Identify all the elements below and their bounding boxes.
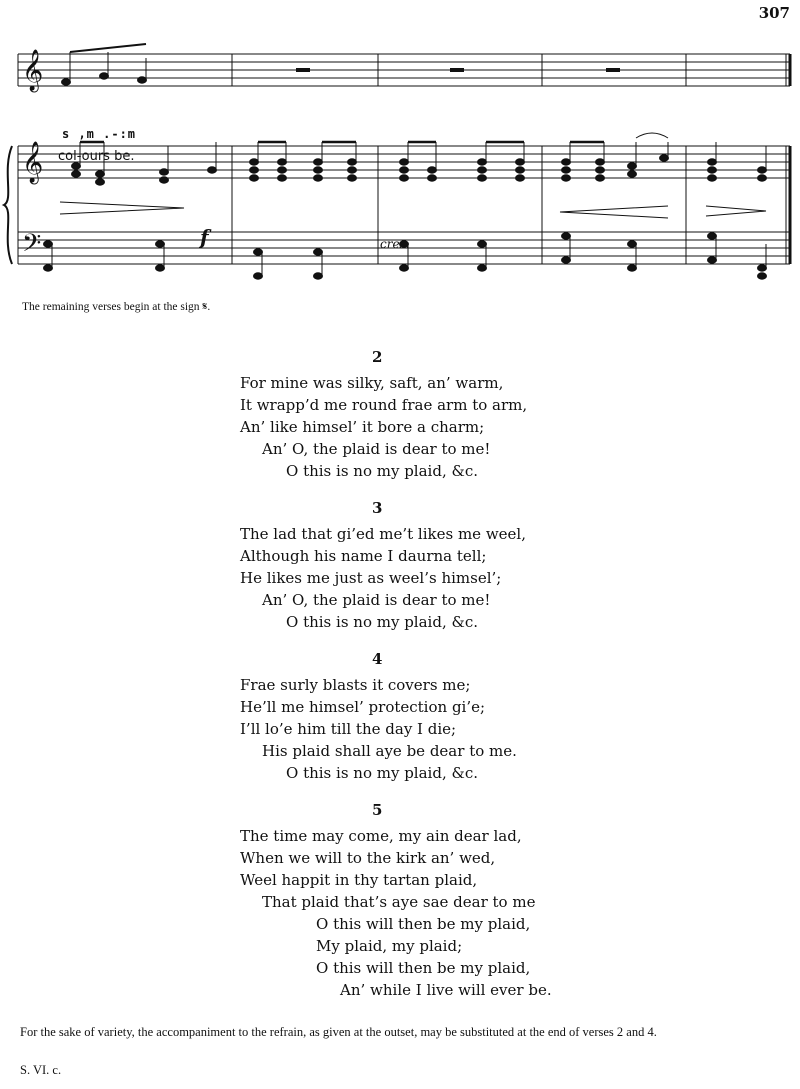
remaining-verses-note: The remaining verses begin at the sign 𝄋. bbox=[22, 301, 211, 313]
verse-number: 4 bbox=[372, 650, 383, 668]
verse-line: Although his name I daurna tell; bbox=[240, 547, 487, 565]
voice-staff bbox=[18, 54, 790, 86]
page-number: 307 bbox=[758, 4, 790, 22]
verse-line: He’ll me himsel’ protection gi’e; bbox=[240, 698, 486, 716]
verse-line: He likes me just as weel’s himsel’; bbox=[240, 569, 502, 587]
dynamic-crescendo: cres. bbox=[380, 237, 410, 251]
verse-2 bbox=[240, 346, 527, 482]
verse-4 bbox=[240, 648, 517, 784]
verse-number: 2 bbox=[372, 348, 383, 366]
verse-line: The time may come, my ain dear lad, bbox=[240, 827, 522, 845]
verse-line: When we will to the kirk an’ wed, bbox=[240, 849, 496, 867]
verse-line: O this is no my plaid, &c. bbox=[286, 462, 479, 480]
treble-clef-icon: 𝄞 bbox=[22, 142, 44, 183]
treble-chords bbox=[72, 133, 767, 185]
sol-fa-notation: s ,m .-:m bbox=[62, 127, 137, 141]
verse-line: An’ while I live will ever be. bbox=[340, 981, 552, 999]
dynamic-forte: f bbox=[200, 225, 209, 249]
bass-clef-icon: 𝄢 bbox=[22, 229, 42, 264]
verse-line: I’ll lo’e him till the day I die; bbox=[240, 720, 457, 738]
footnote-reference: S. VI. c. bbox=[20, 1063, 62, 1077]
verse-line: For mine was silky, saft, an’ warm, bbox=[240, 374, 504, 392]
verse-line: It wrapp’d me round frae arm to arm, bbox=[240, 396, 528, 414]
verse-number: 5 bbox=[372, 801, 383, 819]
music-score bbox=[0, 30, 800, 290]
verse-number: 3 bbox=[372, 499, 383, 517]
voice-notes bbox=[62, 44, 621, 85]
verse-line: His plaid shall aye be dear to me. bbox=[262, 742, 517, 760]
verse-line: O this will then be my plaid, bbox=[316, 915, 531, 933]
verse-line: Frae surly blasts it covers me; bbox=[240, 676, 471, 694]
verse-line: An’ O, the plaid is dear to me! bbox=[262, 440, 491, 458]
verse-line: An’ O, the plaid is dear to me! bbox=[262, 591, 491, 609]
verse-line: O this is no my plaid, &c. bbox=[286, 613, 479, 631]
verse-5 bbox=[240, 799, 552, 1001]
verse-line: That plaid that’s aye sae dear to me bbox=[262, 893, 536, 911]
verse-line: My plaid, my plaid; bbox=[316, 937, 463, 955]
verse-line: Weel happit in thy tartan plaid, bbox=[240, 871, 478, 889]
score-lyric: col-ours be. bbox=[58, 149, 135, 164]
verse-line: The lad that gi’ed me’t likes me weel, bbox=[240, 525, 526, 543]
verse-line: O this will then be my plaid, bbox=[316, 959, 531, 977]
footnote: For the sake of variety, the accompaniment to the refrain, as given at the outset, may be substituted at the end of verses 2 and 4. bbox=[20, 1025, 657, 1039]
verse-line: O this is no my plaid, &c. bbox=[286, 764, 479, 782]
verse-3 bbox=[240, 497, 526, 633]
treble-clef-icon: 𝄞 bbox=[22, 50, 44, 91]
verse-line: An’ like himsel’ it bore a charm; bbox=[240, 418, 485, 436]
